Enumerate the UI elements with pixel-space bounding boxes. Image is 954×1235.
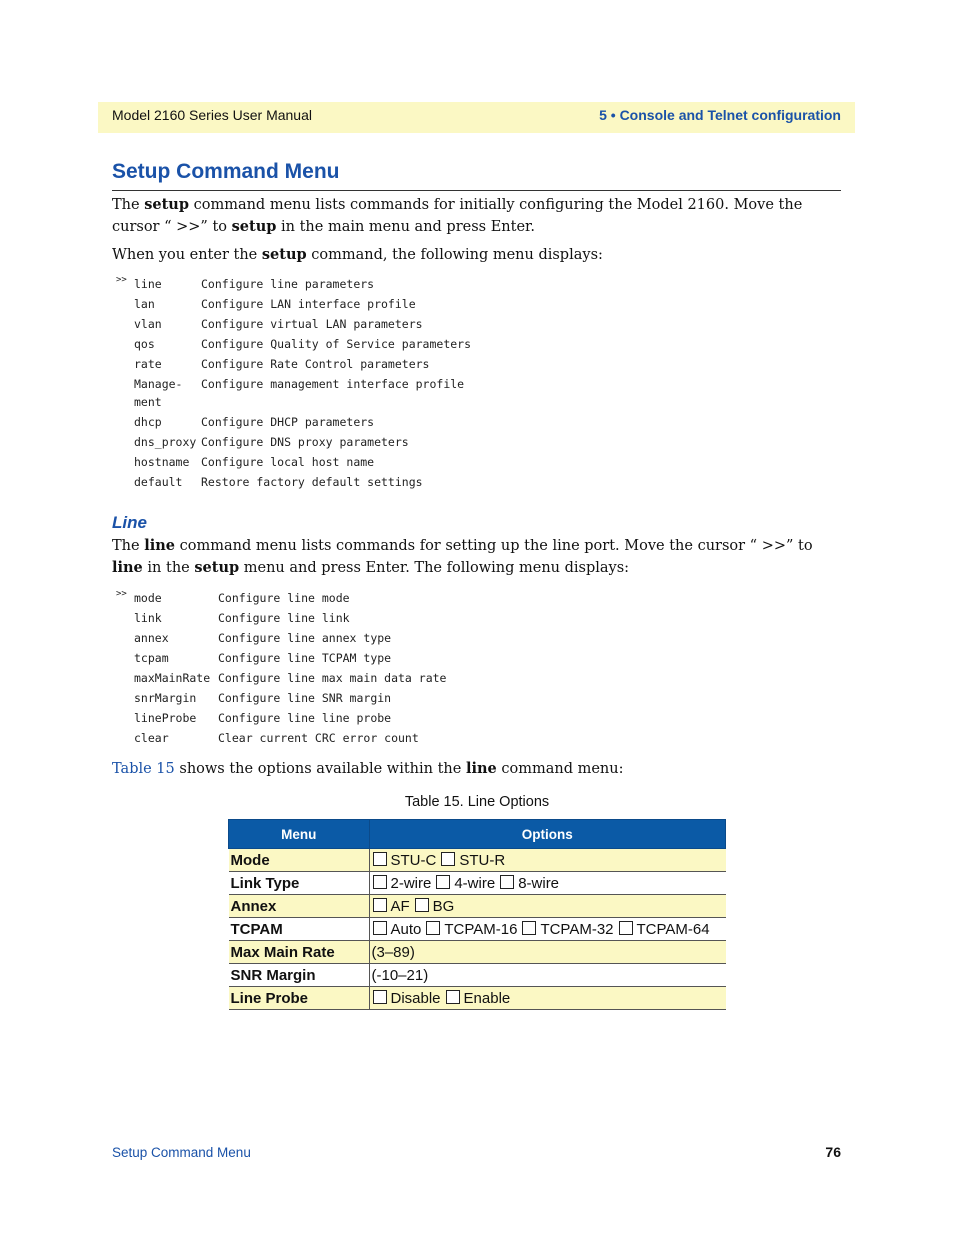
options-cell bbox=[369, 918, 726, 941]
menu-command: rate bbox=[134, 357, 162, 371]
menu-command: clear bbox=[134, 731, 169, 745]
menu-label-cell: Mode bbox=[229, 849, 370, 872]
table-row bbox=[229, 964, 726, 987]
menu-label-cell: TCPAM bbox=[229, 918, 370, 941]
checkbox[interactable] bbox=[500, 875, 514, 889]
menu-description: Configure Quality of Service parameters bbox=[201, 337, 472, 351]
checkbox[interactable] bbox=[415, 898, 429, 912]
menu-column-header: Menu bbox=[229, 820, 370, 849]
table-header-row bbox=[229, 820, 726, 849]
menu-label-cell: SNR Margin bbox=[229, 964, 370, 987]
range-value: (-10–21) bbox=[371, 966, 429, 984]
menu-command: lan bbox=[134, 297, 155, 311]
options-cell bbox=[369, 895, 726, 918]
menu-description: Configure line link bbox=[218, 611, 350, 625]
footer-section-title: Setup Command Menu bbox=[112, 1145, 251, 1160]
menu-description: Configure line TCPAM type bbox=[218, 651, 392, 665]
menu-command: maxMainRate bbox=[134, 671, 211, 685]
option-label: Auto bbox=[390, 920, 422, 938]
checkbox[interactable] bbox=[373, 921, 387, 935]
menu-command: line bbox=[134, 277, 162, 291]
menu-command: dns_proxy bbox=[134, 435, 197, 449]
menu-command: dhcp bbox=[134, 415, 162, 429]
option-label: 4-wire bbox=[454, 874, 496, 892]
option-label: STU-C bbox=[390, 851, 437, 869]
range-value: (3–89) bbox=[371, 943, 415, 961]
options-cell bbox=[369, 987, 726, 1010]
menu-command: qos bbox=[134, 337, 155, 351]
option-label: 2-wire bbox=[390, 874, 432, 892]
menu-command: mode bbox=[134, 591, 162, 605]
menu-description: Configure line max main data rate bbox=[218, 671, 447, 685]
table-row bbox=[229, 918, 726, 941]
menu-label-cell: Max Main Rate bbox=[229, 941, 370, 964]
menu-command: snrMargin bbox=[134, 691, 197, 705]
table-row bbox=[229, 895, 726, 918]
checkbox[interactable] bbox=[619, 921, 633, 935]
options-column-header: Options bbox=[369, 820, 726, 849]
menu-command: tcpam bbox=[134, 651, 169, 665]
checkbox[interactable] bbox=[373, 852, 387, 866]
menu-label-cell: Link Type bbox=[229, 872, 370, 895]
menu-description: Configure DHCP parameters bbox=[201, 415, 375, 429]
menu-command: vlan bbox=[134, 317, 162, 331]
table-row bbox=[229, 849, 726, 872]
checkbox[interactable] bbox=[373, 875, 387, 889]
menu-label-cell: Line Probe bbox=[229, 987, 370, 1010]
table-row bbox=[229, 941, 726, 964]
option-label: STU-R bbox=[459, 851, 506, 869]
menu-command: default bbox=[134, 475, 183, 489]
menu-description: Clear current CRC error count bbox=[218, 731, 419, 745]
checkbox[interactable] bbox=[436, 875, 450, 889]
checkbox[interactable] bbox=[373, 990, 387, 1004]
menu-command: annex bbox=[134, 631, 169, 645]
section-title: Setup Command Menu bbox=[112, 160, 340, 183]
checkbox[interactable] bbox=[426, 921, 440, 935]
options-cell bbox=[369, 964, 726, 987]
options-cell bbox=[369, 872, 726, 895]
setup-lead-paragraph: When you enter the setup command, the following menu displays: bbox=[112, 246, 603, 263]
menu-command: lineProbe bbox=[134, 711, 197, 725]
intro-paragraph: The setup command menu lists commands for initially configuring the Model 2160. Move the cursor “ >>” to setup in the main menu and press Enter. bbox=[112, 196, 803, 235]
option-label: Disable bbox=[390, 989, 441, 1007]
option-label: Enable bbox=[463, 989, 511, 1007]
checkbox[interactable] bbox=[373, 898, 387, 912]
options-cell bbox=[369, 849, 726, 872]
option-label: TCPAM-64 bbox=[636, 920, 710, 938]
running-header bbox=[98, 102, 855, 133]
checkbox[interactable] bbox=[522, 921, 536, 935]
checkbox[interactable] bbox=[446, 990, 460, 1004]
manual-title: Model 2160 Series User Manual bbox=[112, 107, 312, 123]
option-label: TCPAM-32 bbox=[540, 920, 614, 938]
table-caption: Table 15. Line Options bbox=[404, 794, 550, 810]
cursor-indicator: >> bbox=[116, 275, 127, 285]
menu-command: hostname bbox=[134, 455, 190, 469]
table-15-link[interactable]: Table 15 bbox=[112, 761, 175, 777]
menu-description: Restore factory default settings bbox=[201, 475, 423, 489]
table-reference-paragraph: Table 15 shows the options available within the line command menu: bbox=[112, 760, 624, 777]
table-row bbox=[229, 872, 726, 895]
menu-description: Configure Rate Control parameters bbox=[201, 357, 430, 371]
menu-label-cell: Annex bbox=[229, 895, 370, 918]
option-label: 8-wire bbox=[518, 874, 560, 892]
title-divider bbox=[112, 190, 841, 191]
table-row bbox=[229, 987, 726, 1010]
menu-description: Configure line line probe bbox=[218, 711, 392, 725]
menu-command: link bbox=[134, 611, 162, 625]
menu-description: Configure management interface profile bbox=[201, 377, 465, 391]
menu-description: Configure DNS proxy parameters bbox=[201, 435, 409, 449]
option-label: AF bbox=[390, 897, 410, 915]
page-number: 76 bbox=[825, 1144, 841, 1160]
menu-description: Configure virtual LAN parameters bbox=[201, 317, 423, 331]
checkbox[interactable] bbox=[441, 852, 455, 866]
menu-description: Configure line parameters bbox=[201, 277, 375, 291]
line-options-table bbox=[228, 819, 726, 1010]
menu-description: Configure local host name bbox=[201, 455, 375, 469]
menu-description: Configure line annex type bbox=[218, 631, 392, 645]
chapter-title: 5 • Console and Telnet configuration bbox=[599, 107, 841, 123]
line-paragraph: The line command menu lists commands for setting up the line port. Move the cursor “ >>” to line in the setup menu and press Enter. The following menu displays: bbox=[112, 537, 813, 576]
menu-description: Configure LAN interface profile bbox=[201, 297, 416, 311]
option-label: TCPAM-16 bbox=[444, 920, 518, 938]
options-cell bbox=[369, 941, 726, 964]
menu-description: Configure line SNR margin bbox=[218, 691, 392, 705]
option-label: BG bbox=[432, 897, 455, 915]
menu-command: Manage- ment bbox=[134, 377, 183, 409]
menu-description: Configure line mode bbox=[218, 591, 350, 605]
cursor-indicator: >> bbox=[116, 589, 127, 599]
line-subheading: Line bbox=[112, 513, 147, 532]
